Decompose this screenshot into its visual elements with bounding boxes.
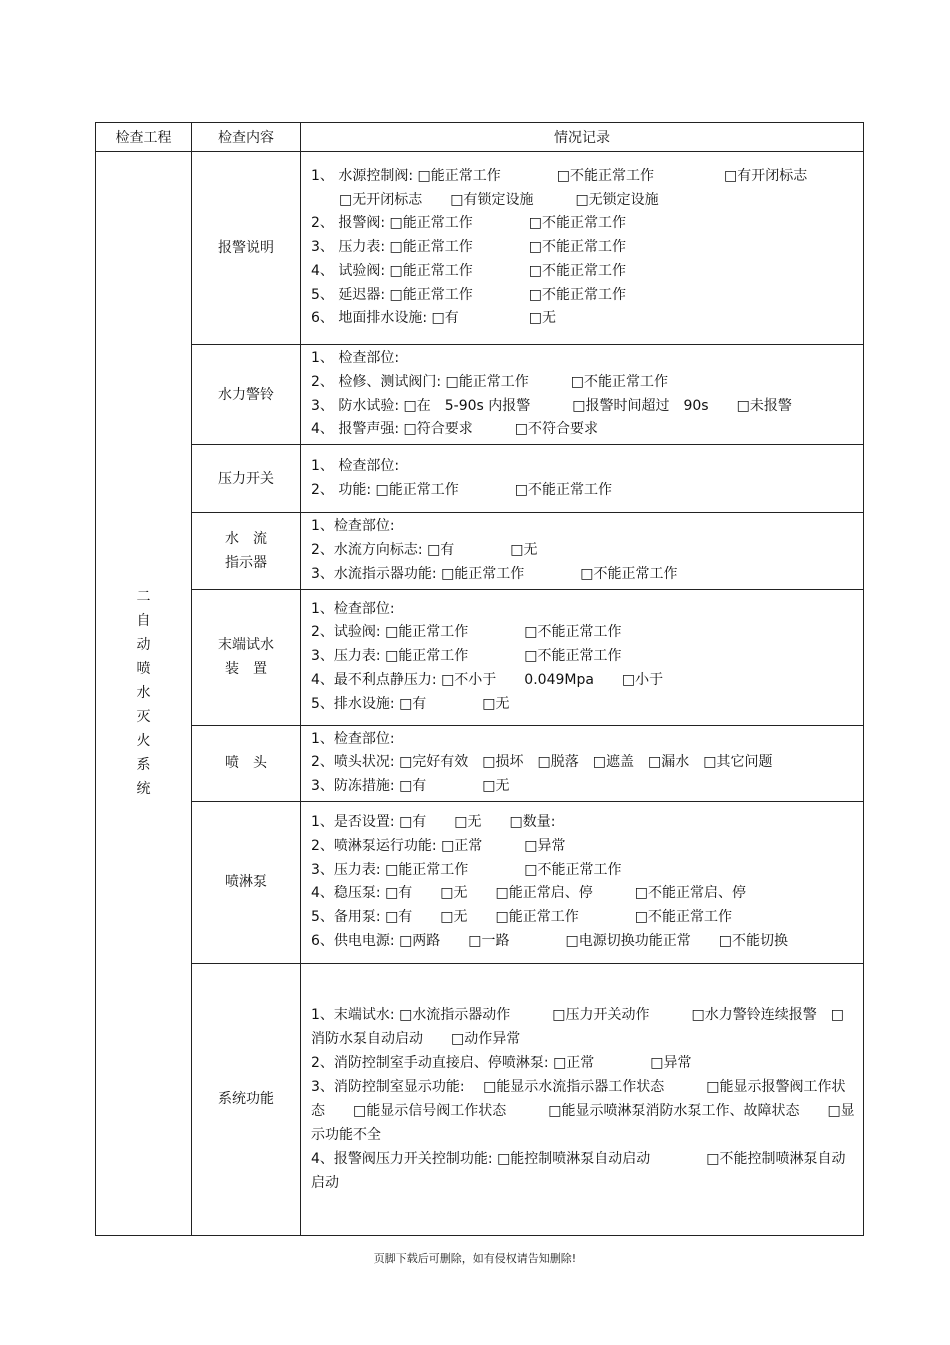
- record-paragraph: 4、报警阀压力开关控制功能: □能控制喷淋泵自动启动 □不能控制喷淋泵自动启动: [311, 1151, 846, 1192]
- record-line: 3、防冻措施: □有 □无: [311, 778, 510, 795]
- page-footer: 页脚下载后可删除，如有侵权请告知删除!: [373, 1252, 577, 1265]
- table-row: [96, 345, 864, 445]
- table-row: [96, 963, 864, 1235]
- record-line: 3、 压力表: □能正常工作 □不能正常工作: [311, 239, 626, 256]
- record-cell: [301, 152, 864, 345]
- record-line: 6、供电电源: □两路 □一路 □电源切换功能正常 □不能切换: [311, 933, 788, 950]
- check-item-label: 喷淋泵: [225, 874, 267, 891]
- header-content: 检查内容: [192, 123, 301, 152]
- record-line: 1、 水源控制阀: □能正常工作 □不能正常工作 □有开闭标志: [311, 167, 808, 184]
- record-line: 5、 延迟器: □能正常工作 □不能正常工作: [311, 286, 626, 303]
- check-item-cell: [192, 345, 301, 445]
- record-line: 1、检查部位:: [311, 730, 395, 747]
- table-row: [96, 152, 864, 345]
- record-line: 2、 功能: □能正常工作 □不能正常工作: [311, 481, 612, 498]
- record-line: □无开闭标志 □有锁定设施 □无锁定设施: [311, 191, 659, 208]
- header-project: 检查工程: [96, 123, 192, 152]
- record-cell: [301, 725, 864, 801]
- record-line: 5、备用泵: □有 □无 □能正常工作 □不能正常工作: [311, 909, 732, 926]
- record-cell: [301, 801, 864, 963]
- record-line: 2、 报警阀: □能正常工作 □不能正常工作: [311, 215, 626, 232]
- record-cell: [301, 513, 864, 589]
- check-item-label: 系统功能: [218, 1091, 274, 1108]
- record-line: 2、喷头状况: □完好有效 □损坏 □脱落 □遮盖 □漏水 □其它问题: [311, 754, 773, 771]
- check-item-label: 报警说明: [218, 240, 274, 256]
- record-line: 4、稳压泵: □有 □无 □能正常启、停 □不能正常启、停: [311, 885, 746, 902]
- table-header-row: [96, 123, 864, 152]
- record-cell: [301, 445, 864, 513]
- record-paragraph: 1、末端试水: □水流指示器动作 □压力开关动作 □水力警铃连续报警 □消防水泵自动启动 □动作异常: [311, 1007, 844, 1048]
- record-line: 1、检查部位:: [311, 600, 395, 617]
- check-item-cell: [192, 963, 301, 1235]
- check-item-cell: [192, 589, 301, 725]
- record-paragraph: 2、消防控制室手动直接启、停喷淋泵: □正常 □异常: [311, 1055, 692, 1072]
- record-line: 2、 检修、测试阀门: □能正常工作 □不能正常工作: [311, 373, 668, 390]
- check-item-label: 末端试水 装 置: [218, 637, 274, 678]
- record-cell: [301, 345, 864, 445]
- record-line: 4、 报警声强: □符合要求 □不符合要求: [311, 421, 598, 438]
- record-paragraph: 3、消防控制室显示功能: □能显示水流指示器工作状态 □能显示报警阀工作状态 □能显示信号阀工作状态 □能显示喷淋泵消防水泵工作、故障状态 □显示功能不全: [311, 1079, 855, 1144]
- record-line: 1、 检查部位:: [311, 457, 400, 474]
- check-item-label: 水 流 指示器: [225, 530, 267, 571]
- check-item-cell: [192, 801, 301, 963]
- table-row: [96, 589, 864, 725]
- check-item-cell: [192, 445, 301, 513]
- table-row: [96, 445, 864, 513]
- project-cell: [96, 152, 192, 1236]
- table-row: [96, 725, 864, 801]
- record-cell: [301, 589, 864, 725]
- record-line: 3、压力表: □能正常工作 □不能正常工作: [311, 648, 622, 665]
- record-line: 3、水流指示器功能: □能正常工作 □不能正常工作: [311, 565, 678, 582]
- check-item-cell: [192, 513, 301, 589]
- record-line: 1、是否设置: □有 □无 □数量:: [311, 814, 556, 831]
- check-item-label: 水力警铃: [218, 386, 274, 403]
- record-line: 1、检查部位:: [311, 518, 395, 535]
- check-item-label: 压力开关: [218, 470, 274, 487]
- record-line: 2、试验阀: □能正常工作 □不能正常工作: [311, 624, 622, 641]
- table-row: [96, 513, 864, 589]
- inspection-table: [95, 122, 864, 1236]
- project-label: 二自动喷水灭火系统: [136, 589, 151, 798]
- record-line: 2、喷淋泵运行功能: □正常 □异常: [311, 837, 566, 854]
- record-line: 3、 防水试验: □在 5-90s 内报警 □报警时间超过 90s □未报警: [311, 397, 792, 414]
- record-line: 6、 地面排水设施: □有 □无: [311, 310, 556, 327]
- record-line: 2、水流方向标志: □有 □无: [311, 541, 538, 558]
- record-line: 4、 试验阀: □能正常工作 □不能正常工作: [311, 262, 626, 279]
- record-line: 5、排水设施: □有 □无: [311, 695, 510, 712]
- record-line: 1、 检查部位:: [311, 350, 400, 366]
- record-line: 4、最不利点静压力: □不小于 0.049Mpa □小于: [311, 671, 664, 688]
- header-record: 情况记录: [301, 123, 864, 152]
- check-item-cell: [192, 152, 301, 345]
- check-item-label: 喷 头: [225, 755, 267, 772]
- record-line: 3、压力表: □能正常工作 □不能正常工作: [311, 861, 622, 878]
- table-row: [96, 801, 864, 963]
- record-cell: [301, 963, 864, 1235]
- check-item-cell: [192, 725, 301, 801]
